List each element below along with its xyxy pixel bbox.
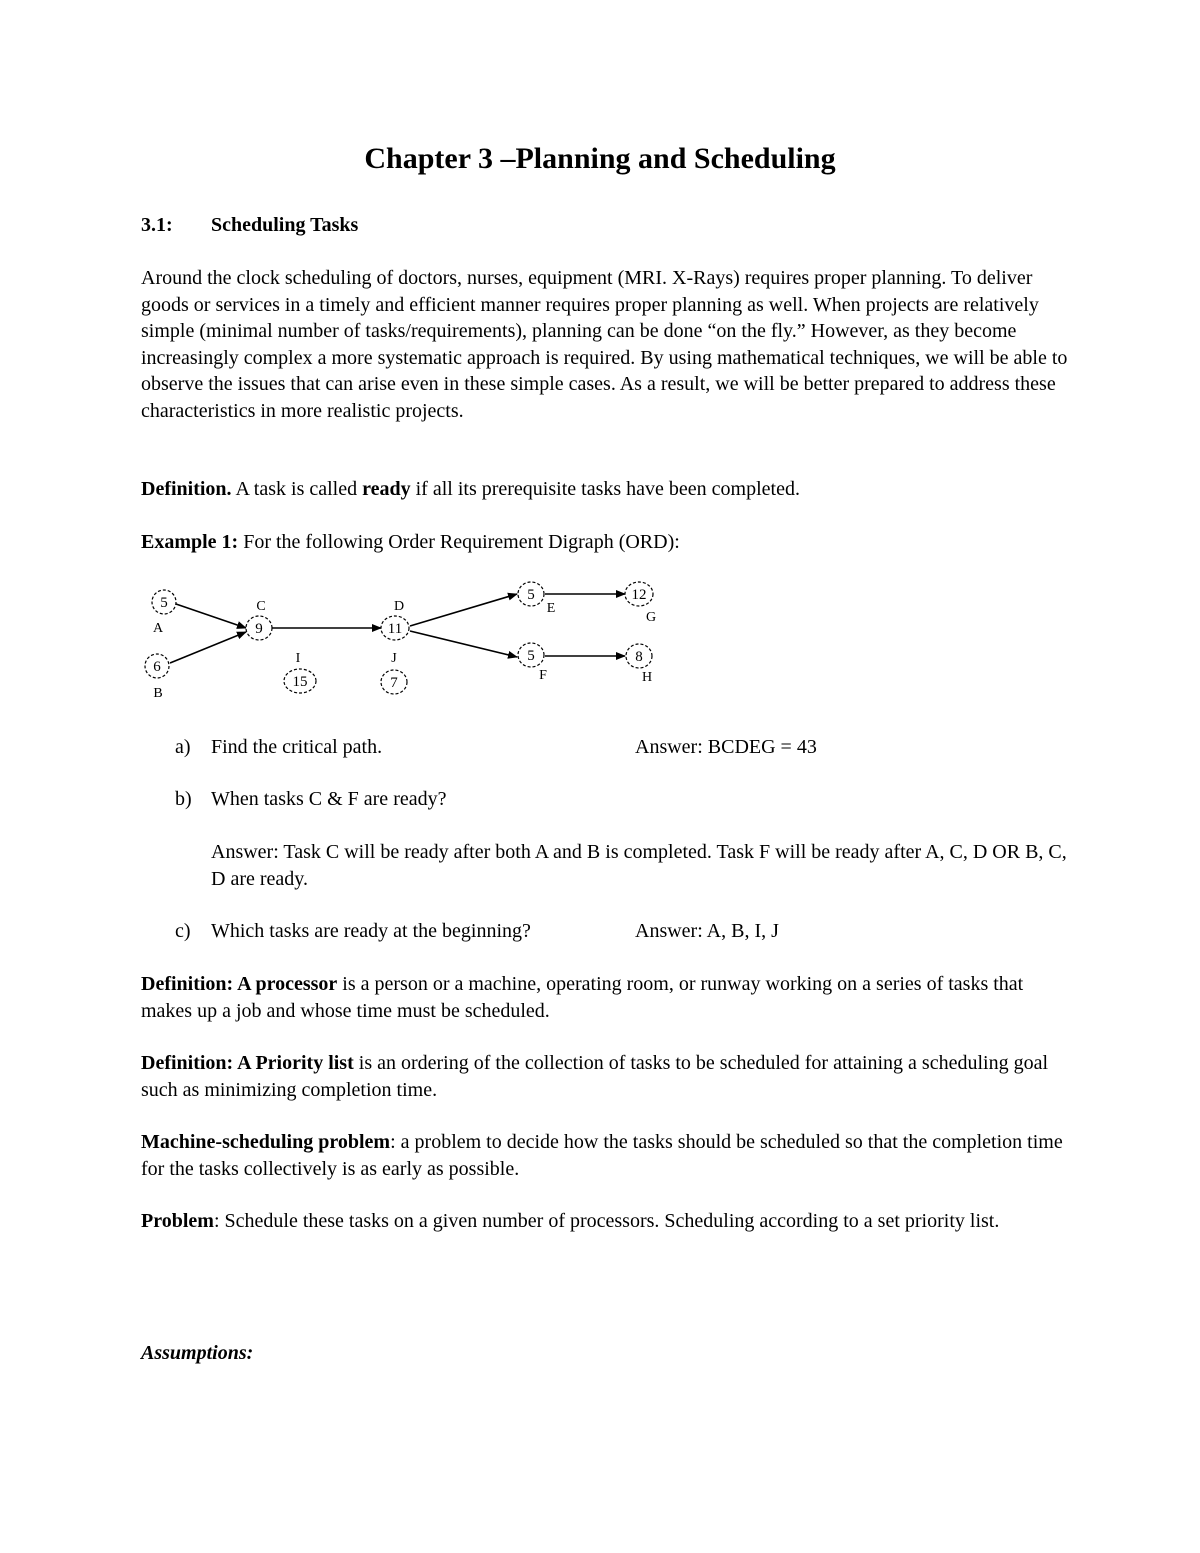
node-i-label: I [295,651,301,666]
node-a-time: 5 [160,595,168,611]
node-g-time: 12 [631,587,647,603]
definition-text-end: if all its prerequisite tasks have been completed. [410,478,800,500]
problem-statement [141,1208,1071,1235]
node-d-time: 11 [387,621,403,637]
node-e-time: 5 [527,587,535,603]
definition-text: A task is called [231,478,363,500]
node-h-time: 8 [635,649,643,665]
question-text: When tasks C & F are ready? [211,788,447,810]
page-title: Chapter 3 –Planning and Scheduling [364,142,836,175]
definition-term: ready [362,478,411,500]
term-label: Problem [141,1210,214,1232]
definition-label: Definition: A processor [141,973,338,995]
answer-b: Answer: Task C will be ready after both A and B is completed. Task F will be ready after A, C, D OR B, C, D are ready. [211,841,1067,890]
node-b-time: 6 [153,659,161,675]
node-h-label: H [641,670,653,685]
node-d-label: D [393,599,405,614]
answer-c: Answer: A, B, I, J [635,920,779,942]
definition-text: is an ordering of the collection of tasks to be scheduled for attaining a scheduling goal such as minimizing completion time. [141,1052,1049,1101]
section-title: Scheduling Tasks [211,214,359,236]
definition-label: Definition. [141,478,232,500]
assumptions-label: Assumptions: [141,1342,254,1364]
definition-label: Definition: A Priority list [141,1052,354,1074]
edge-d-e [410,594,517,626]
question-text: Which tasks are ready at the beginning? [211,920,531,942]
machine-scheduling-problem [141,1129,1071,1182]
question-label: c) [175,920,191,942]
node-c-time: 9 [255,621,263,637]
ord-diagram [0,0,1200,720]
node-a-label: A [152,621,164,636]
node-e-label: E [546,601,556,616]
answer-a: Answer: BCDEG = 43 [635,736,817,758]
question-text: Find the critical path. [211,736,383,758]
edge-a-c [176,604,246,628]
term-text: : a problem to decide how the tasks should be scheduled so that the completion time for the tasks collectively is as early as possible. [141,1131,1063,1180]
term-text: : Schedule these tasks on a given number of processors. Scheduling according to a set priority list. [213,1210,1000,1232]
section-number: 3.1: [141,214,173,236]
edge-b-c [170,632,246,663]
definition-text: is a person or a machine, operating room, or runway working on a series of tasks that makes up a job and whose time must be scheduled. [141,973,1024,1022]
assumptions-heading [141,1340,1071,1367]
node-j-time: 7 [390,675,398,691]
question-label: b) [175,788,192,810]
node-g-label: G [645,610,657,625]
node-b-label: B [153,686,163,701]
node-j-label: J [391,651,397,666]
definition-processor [141,971,1071,1024]
term-label: Machine-scheduling problem [141,1131,391,1153]
node-f-label: F [539,668,547,683]
definition-priority-list [141,1050,1071,1103]
node-f-time: 5 [527,648,535,664]
edge-d-f [410,631,517,657]
node-c-label: C [256,599,266,614]
intro-paragraph: Around the clock scheduling of doctors, nurses, equipment (MRI. X-Rays) requires proper planning. To deliver goods or services in a timely and efficient manner requires proper planning as well. When projects are relatively simple (minimal number of tasks/requirements), planning can be done “on the fly.” However, as they become increasingly complex a more systematic approach is required. By using mathematical techniques, we will be able to observe the issues that can arise even in these simple cases. As a result, we will be better prepared to address these characteristics in more realistic projects. [141,267,1068,422]
example-label: Example 1: [141,531,239,553]
example-text: For the following Order Requirement Digraph (ORD): [238,531,680,553]
question-label: a) [175,736,191,758]
node-i-time: 15 [292,674,308,690]
